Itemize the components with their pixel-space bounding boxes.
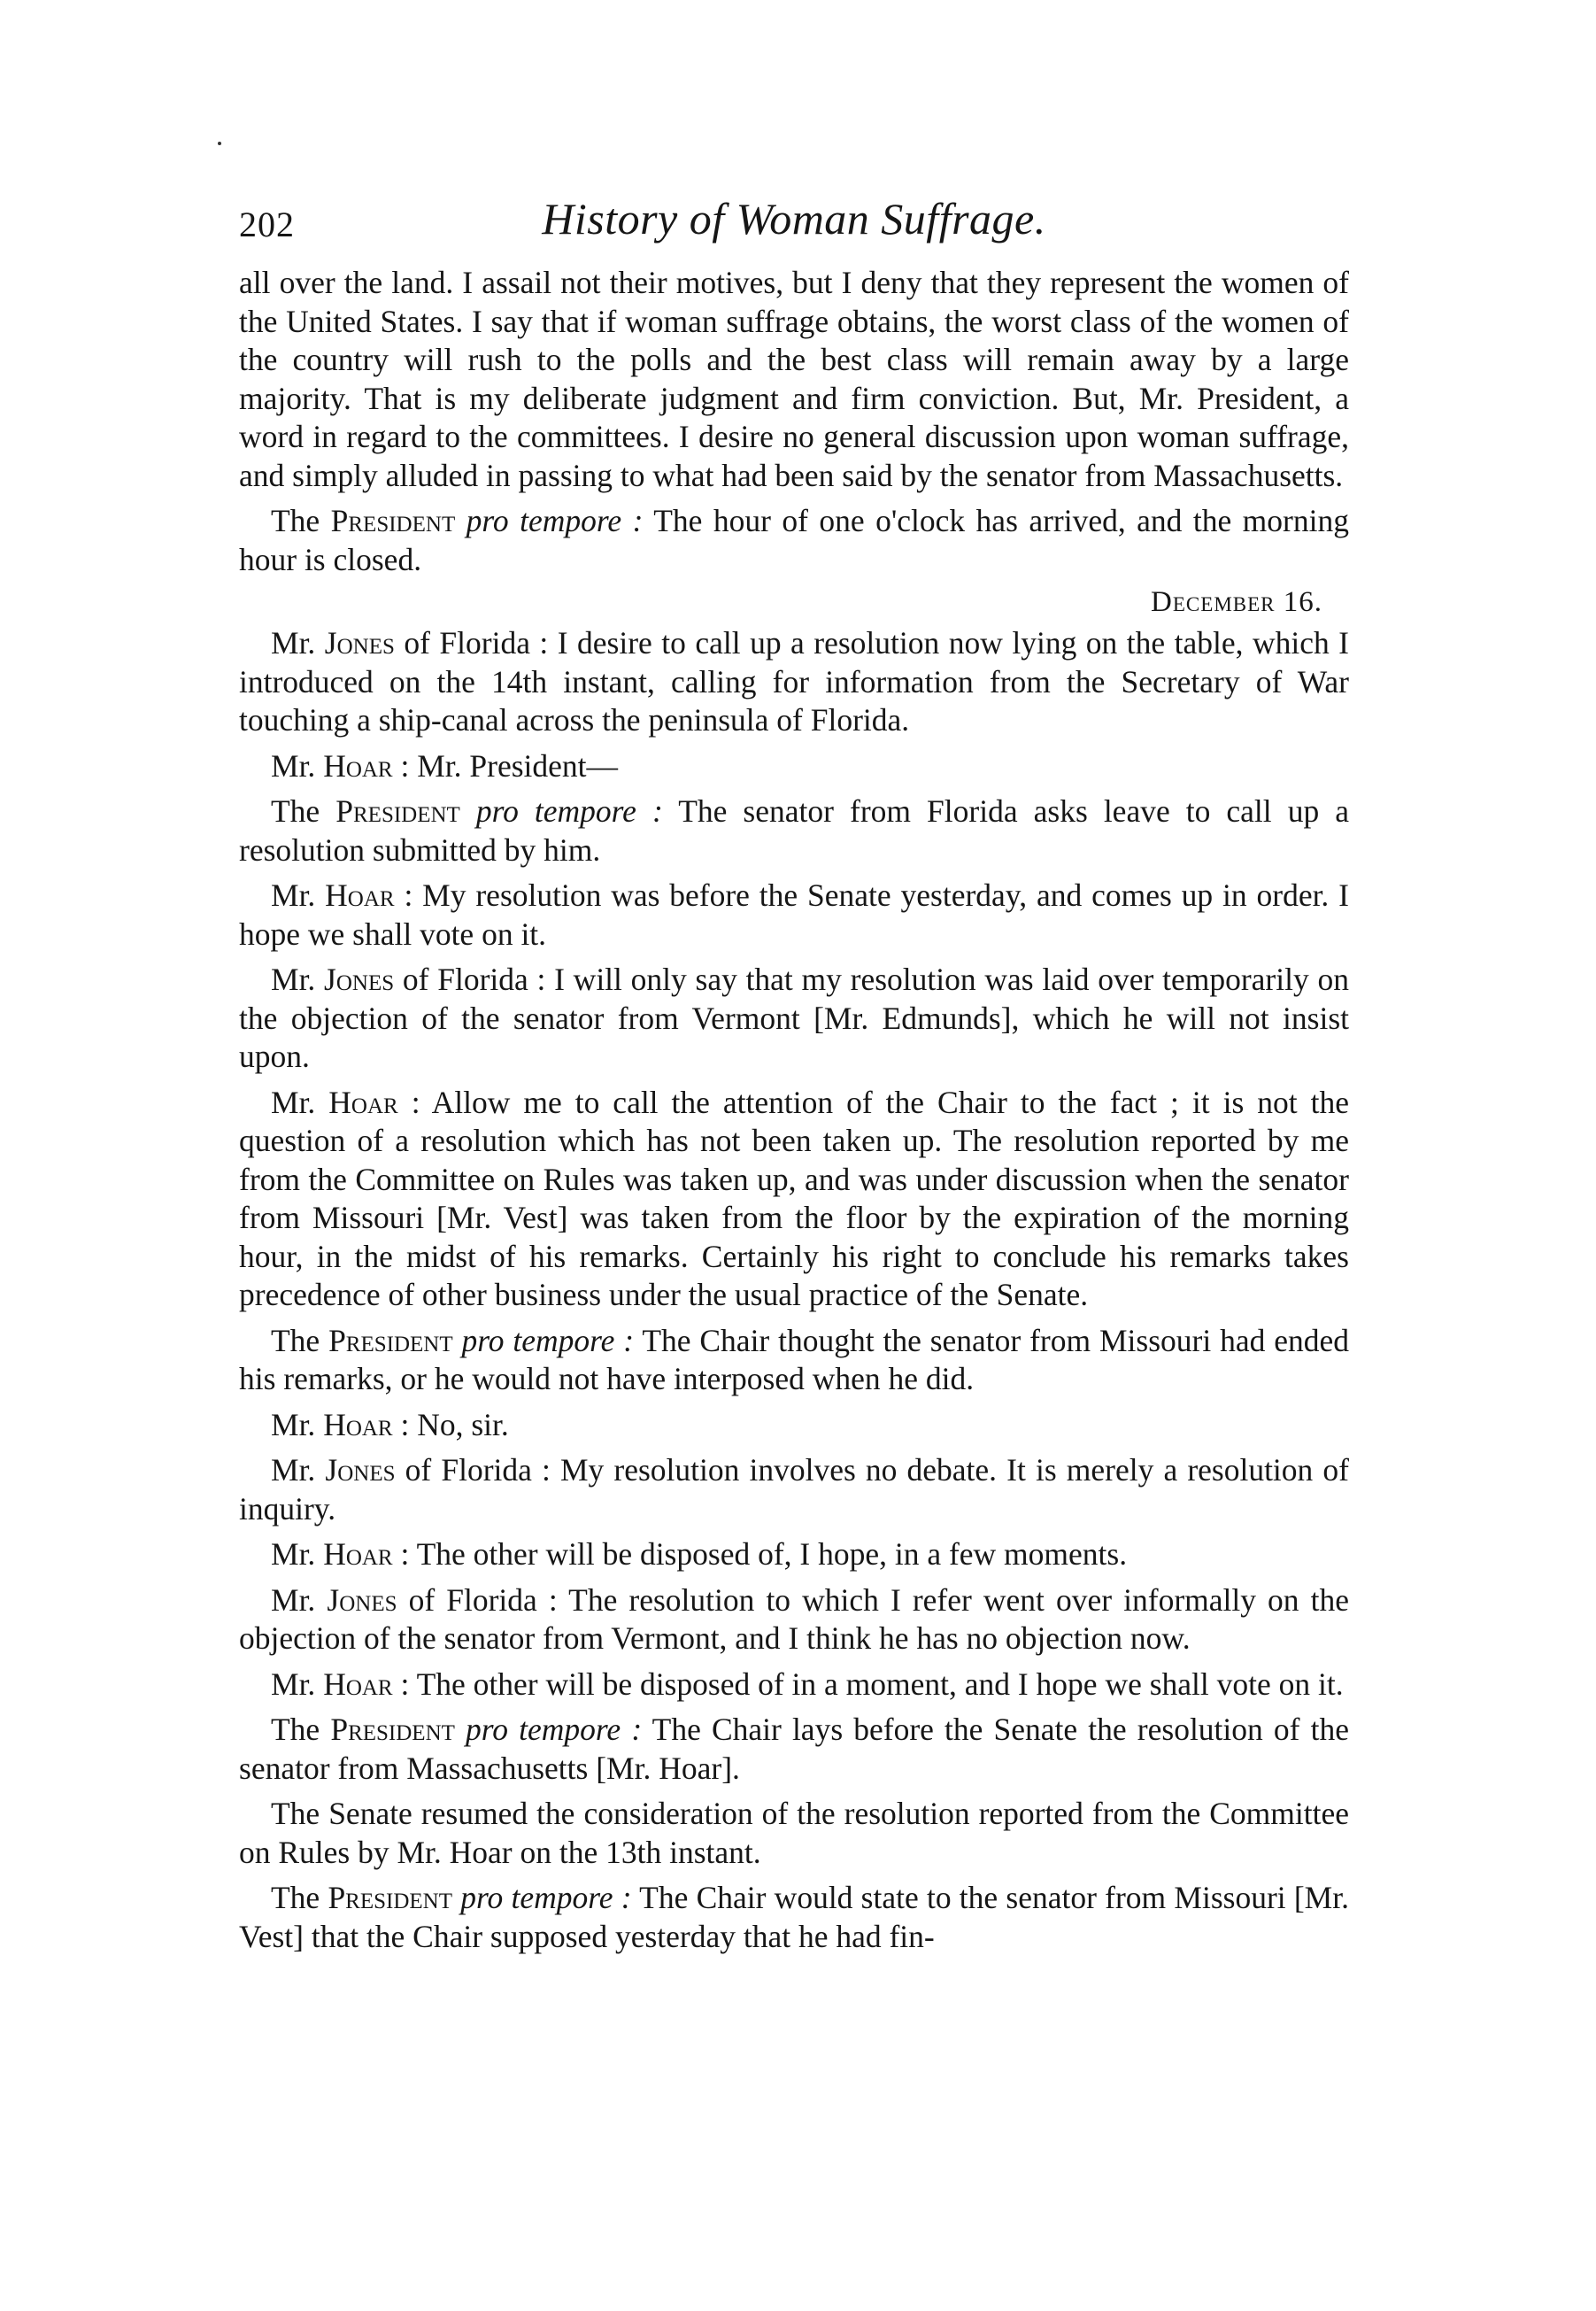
page-number: 202 [239,205,295,244]
italic-phrase: pro tempore : [460,1880,632,1915]
paragraph [239,264,1349,495]
paragraph [239,624,1349,740]
text-run: : The other will be disposed of, I hope, in a few moments. [392,1536,1128,1572]
paragraph [239,1535,1349,1574]
text-run: Mr. [271,1452,326,1488]
text-run [455,503,466,538]
text-run: The Chair thought the senator from Missouri had ended his remarks, or he would not have interposed when he did. [239,1322,1349,1396]
paragraph [239,877,1349,954]
speaker-name: President [335,793,460,829]
text-run: The [271,1712,331,1747]
paragraph [239,1581,1349,1658]
speaker-name: Jones [325,1452,396,1488]
speaker-name: President [328,1880,453,1915]
italic-phrase: pro tempore : [466,1712,643,1747]
speaker-name: Hoar [323,1666,393,1702]
text-run: Mr. [271,962,325,997]
text-run: : My resolution was before the Senate yesterday, and comes up in order. I hope we shall vote on it. [239,877,1349,952]
speaker-name: Hoar [323,1536,393,1572]
paragraph [239,961,1349,1077]
text-run: The senator from Florida asks leave to call up a resolution submitted by him. [239,793,1349,868]
text-run: : Mr. President— [392,747,619,784]
paragraph [239,1406,1349,1445]
paragraph [239,502,1349,579]
margin-speck [218,142,221,145]
text-run: Mr. [271,1084,329,1120]
paragraph [239,1711,1349,1788]
text-run: Mr. [271,1581,328,1618]
text-run: The [271,1322,329,1358]
speaker-name: Jones [327,1581,397,1618]
italic-phrase: pro tempore : [466,503,644,538]
speaker-name: Hoar [328,1084,398,1120]
text-run: of Florida : I desire to call up a resolution now lying on the table, which I introduced on the 14th instant, calling for information from the Secretary of War touching a ship-canal across the peninsula of Florida. [239,625,1349,738]
speaker-name: Hoar [323,1406,393,1442]
text-run: Mr. [271,877,326,913]
speaker-name: Jones [324,962,395,997]
body-text [239,264,1349,1956]
text-run: The [271,1880,328,1915]
paragraphs-before-dateline [239,264,1349,579]
text-run: of Florida : I will only say that my resolution was laid over temporarily on the objection of the senator from Vermont [Mr. Edmunds], which he will not insist upon. [239,962,1349,1074]
speaker-name: President [330,1712,455,1747]
text-run: : The other will be disposed of in a moment, and I hope we shall vote on it. [392,1666,1344,1702]
text-run: The Chair lays before the Senate the resolution of the senator from Massachusetts [Mr. Hoar]. [239,1712,1349,1786]
paragraph [239,1795,1349,1872]
text-run: Mr. [271,747,324,784]
text-run: of Florida : My resolution involves no debate. It is merely a resolution of inquiry. [239,1452,1349,1526]
speaker-name: Hoar [323,747,393,784]
text-run: Mr. [271,625,325,661]
text-run: : Allow me to call the attention of the Chair to the fact ; it is not the question of a resolution which has not been taken up. The resolution reported by me from the Committee on Rules was taken up, and was under discussion when the senator from Missouri [Mr. Vest] was taken from the floor by the expiration of the morning hour, in the midst of his remarks. Certainly his right to conclude his remarks takes precedence of other business under the usual practice of the Senate. [239,1084,1349,1312]
paragraph [239,1322,1349,1399]
text-run: Mr. [271,1536,324,1572]
paragraph [239,1879,1349,1956]
running-title: History of Woman Suffrage. [542,194,1046,243]
paragraph [239,747,1349,786]
text-run: : No, sir. [392,1406,509,1442]
text-run: The hour of one o'clock has arrived, and the morning hour is closed. [239,503,1349,577]
text-run: all over the land. I assail not their motives, but I deny that they represent the women of the United States. I say that if woman suffrage obtains, the worst class of the women of the country will rush to the polls and the best class will remain away by a large majority. That is my deliberate judgment and firm conviction. But, Mr. President, a word in regard to the committees. I desire no general discussion upon woman suffrage, and simply alluded in passing to what had been said by the senator from Massachusetts. [239,265,1349,493]
paragraph [239,1666,1349,1704]
speaker-name: Jones [324,625,395,661]
text-run [452,1880,460,1915]
paragraph [239,1451,1349,1528]
text-run: Mr. [271,1406,324,1442]
dateline: December 16. [1151,586,1322,618]
text-run: Mr. [271,1666,324,1702]
speaker-name: President [330,503,456,538]
speaker-name: President [328,1322,453,1358]
text-run [460,793,476,829]
text-run: of Florida : The resolution to which I refer went over informally on the objection of the senator from Vermont, and I think he has no objection now. [239,1581,1349,1656]
text-run: The [271,793,336,829]
speaker-name: Hoar [325,877,395,913]
italic-phrase: pro tempore : [461,1322,635,1358]
paragraph [239,1084,1349,1315]
text-run [455,1712,466,1747]
text-run: The Chair would state to the senator from Missouri [Mr. Vest] that the Chair supposed yesterday that he had fin- [239,1880,1349,1954]
text-run: The Senate resumed the consideration of the resolution reported from the Committee on Rules by Mr. Hoar on the 13th instant. [239,1796,1349,1870]
text-run [453,1323,462,1358]
italic-phrase: pro tempore : [475,793,663,829]
book-page [239,193,1349,1963]
text-run: The [271,503,331,538]
running-head [239,193,1349,255]
paragraph [239,792,1349,870]
paragraphs-after-dateline [239,624,1349,1956]
